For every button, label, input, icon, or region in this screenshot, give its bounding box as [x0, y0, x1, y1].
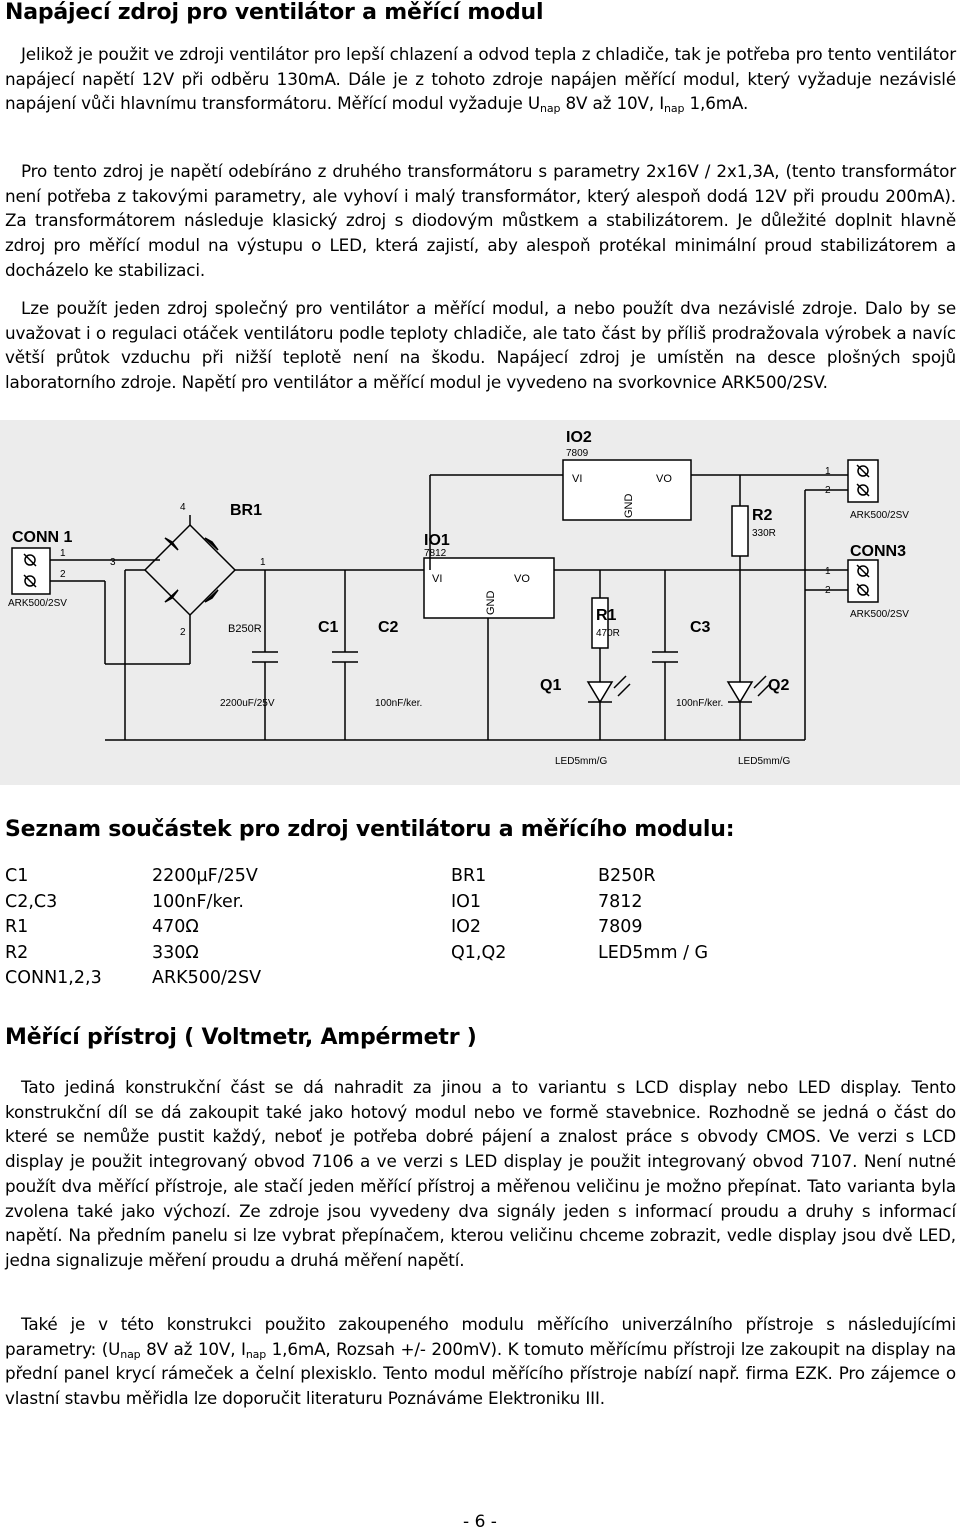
text-fragment: 1,6mA, Rozsah +/- 200mV). K tomuto měřícímu přístroji lze zakoupit na display na přední panel krycí rámeček a čelní plexisklo. Tento modul měřícího přístroje nabízí např. firma EZK. Pro zájemce o vlastní stavbu měřidla lze doporučit literaturu Poznáváme Elektroniku III. — [5, 1338, 956, 1409]
label-led-q2: LED5mm/G — [738, 756, 791, 767]
subscript: nap — [120, 1347, 141, 1361]
label-r2-value: 330R — [752, 528, 776, 539]
label-q2: Q2 — [768, 677, 790, 694]
label-gnd: GND — [485, 590, 497, 615]
label-c2: C2 — [378, 619, 399, 636]
paragraph-transformer — [5, 159, 956, 283]
text-fragment: 1,6mA. — [684, 93, 749, 114]
components-cell: CONN1,2,3 — [5, 968, 102, 988]
label-conn1: CONN 1 — [12, 529, 73, 546]
components-cell: BR1 — [451, 866, 487, 886]
components-cell: 7809 — [598, 917, 643, 937]
components-row — [5, 966, 765, 992]
text-fragment: Také je v této konstrukci použito zakoupeného modulu měřícího univerzálního přístroje s následujícími parametry: (U — [5, 1314, 956, 1359]
components-cell: R1 — [5, 917, 29, 937]
subscript: nap — [245, 1347, 267, 1361]
components-row — [5, 915, 765, 941]
label-conn3-type: ARK500/2SV — [850, 609, 909, 620]
label-io1: IO1 — [424, 532, 450, 549]
label-gnd: GND — [623, 493, 635, 518]
label-pin: 4 — [180, 502, 186, 513]
text-fragment: Tato jediná konstrukční část se dá nahradit za jinou a to variantu s LCD display nebo LED display. Tento konstrukční díl se dá zakoupit také jako hotový modul nebo ve formě stavebnice. Rozhodně se jedná o část do které se nemůže pustit každý, neboť je potřeba dobré pájení a znalost práce s obvody CMOS. Ve verzi s LCD display je použit integrovaný obvod 7106 a ve verzi s LED display je použit integrovaný obvod 7107. Není nutné použít dva měřící přístroje, ale stačí jeden měřící přístroj a měřenou veličinu je možno přepínat. Tato varianta byla zvolena také jako výchozí. Ze zdroje jsou vyvedeny dva signály jeden s informací proudu a druhy s informací napětí. Na předním panelu si lze vybrat přepínačem, kterou veličinu chceme zobrazit, vedle display jsou dvě LED, jedna signalizuje měření proudu a druhá měření napětí. — [5, 1077, 956, 1270]
components-cell: C1 — [5, 866, 29, 886]
components-row — [5, 864, 765, 890]
section-title-power-supply: Napájecí zdroj pro ventilátor a měřící modul — [5, 0, 544, 25]
label-c2-value: 100nF/ker. — [375, 698, 423, 709]
label-pin: 3 — [110, 557, 116, 568]
label-r1-value: 470R — [596, 628, 620, 639]
label-io1-type: 7812 — [424, 548, 447, 559]
section-title-parts-list: Seznam součástek pro zdroj ventilátoru a měřícího modulu: — [5, 817, 735, 842]
label-pin: 2 — [825, 585, 831, 596]
label-q1: Q1 — [540, 677, 562, 694]
components-cell: R2 — [5, 942, 29, 963]
paragraph-shared-supply — [5, 296, 956, 395]
label-c1-value: 2200uF/25V — [220, 698, 275, 709]
label-led-q1: LED5mm/G — [555, 756, 608, 767]
label-c1: C1 — [318, 619, 339, 636]
label-pin: 2 — [60, 569, 66, 580]
label-pin: 1 — [260, 557, 266, 568]
label-pin: 2 — [180, 627, 186, 638]
label-r1: R1 — [596, 607, 617, 624]
label-br1: BR1 — [230, 502, 263, 519]
label-conn1-type: ARK500/2SV — [8, 598, 67, 609]
subscript: nap — [664, 102, 685, 116]
circuit-schematic — [0, 420, 960, 785]
label-pin: 1 — [825, 566, 831, 577]
label-io2: IO2 — [566, 429, 592, 446]
components-cell: IO2 — [451, 917, 482, 937]
components-cell: C2,C3 — [5, 891, 58, 912]
components-row — [5, 941, 765, 967]
text-fragment: Jelikož je použit ve zdroji ventilátor pro lepší chlazení a odvod tepla z chladiče, tak je potřeba pro tento ventilátor napájecí napětí 12V při odběru 130mA. Dále je z tohoto zdroje napájen měřící modul, který vyžaduje nezávislé napájení vůči hlavnímu transformátoru. Měřící modul vyžaduje U — [5, 44, 956, 114]
components-cell: 470Ω — [152, 917, 199, 937]
components-cell: Q1,Q2 — [451, 942, 507, 963]
components-cell: B250R — [598, 866, 656, 886]
components-cell: LED5mm / G — [598, 942, 709, 963]
components-cell: 100nF/ker. — [152, 891, 244, 912]
paragraph-module — [5, 1312, 956, 1411]
label-vi: VI — [432, 573, 443, 585]
paragraph-intro — [5, 42, 956, 116]
label-conn3: CONN3 — [850, 543, 907, 560]
page-number: - 6 - — [463, 1512, 497, 1532]
label-br1-type: B250R — [228, 623, 262, 635]
components-cell: ARK500/2SV — [152, 968, 262, 988]
label-vo: VO — [656, 473, 672, 485]
label-r2: R2 — [752, 507, 773, 524]
components-cell: 2200µF/25V — [152, 866, 258, 886]
label-c3: C3 — [690, 619, 711, 636]
label-c3-value: 100nF/ker. — [676, 698, 724, 709]
text-fragment: Lze použít jeden zdroj společný pro ventilátor a měřící modul, a nebo použít dva nezávislé zdroje. Dalo by se uvažovat i o regulaci otáček ventilátoru podle teploty chladiče, ale tato část by příliš prodražovala výrobek a navíc větší průtok vzduchu při nižší teplotě není na škodu. Napájecí zdroj je umístěn na desce plošných spojů laboratorního zdroje. Napětí pro ventilátor a měřící modul je vyvedeno na svorkovnice ARK500/2SV. — [5, 298, 956, 393]
components-row — [5, 890, 765, 916]
text-fragment: 8V až 10V, I — [560, 93, 665, 114]
text-fragment: 8V až 10V, I — [140, 1338, 246, 1359]
label-conn2-type: ARK500/2SV — [850, 510, 909, 521]
subscript: nap — [540, 102, 561, 116]
label-vi: VI — [572, 473, 583, 485]
text-fragment: Pro tento zdroj je napětí odebíráno z druhého transformátoru s parametry 2x16V / 2x1,3A, (tento transformátor není potřeba z takovými parametry, ale vyhoví i malý transformátor, který alespoň dodá 12V při proudu 200mA). Za transformátorem následuje klasický zdroj s diodovým můstkem a stabilizátorem. Je důležité doplnit hlavně zdroj pro měřící modul na výstupu o LED, která zajistí, aby alespoň protékal minimální proud stabilizátorem a docházelo ke stabilizaci. — [5, 161, 956, 280]
label-pin: 1 — [825, 466, 831, 477]
components-cell: 330Ω — [152, 942, 199, 963]
section-title-meter: Měřící přístroj ( Voltmetr, Ampérmetr ) — [5, 1025, 477, 1050]
paragraph-meter — [5, 1075, 956, 1273]
label-pin: 2 — [825, 485, 831, 496]
label-pin: 1 — [60, 548, 66, 559]
components-cell: 7812 — [598, 891, 643, 912]
label-io2-type: 7809 — [566, 448, 589, 459]
components-cell: IO1 — [451, 891, 482, 912]
components-table — [5, 864, 765, 992]
label-vo: VO — [514, 573, 530, 585]
